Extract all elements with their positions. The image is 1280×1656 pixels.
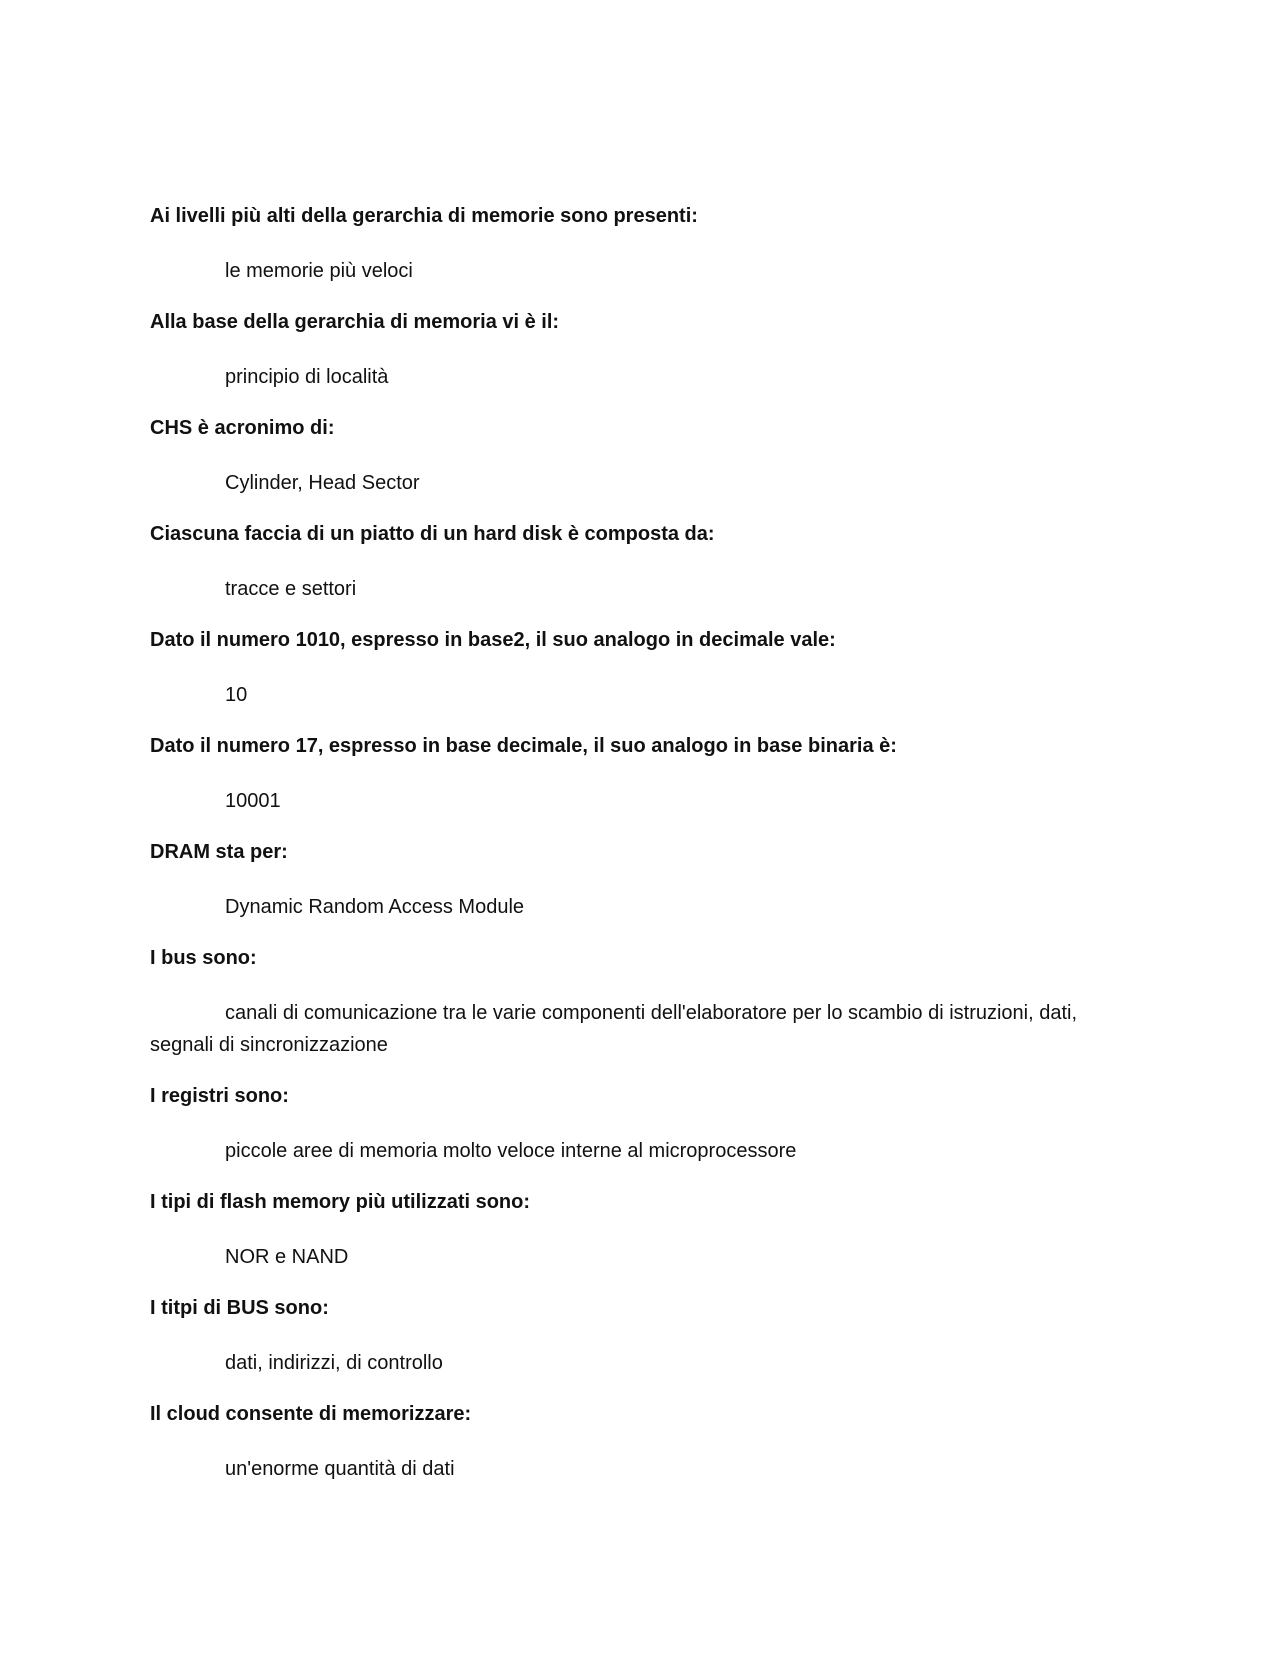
answer-text: canali di comunicazione tra le varie componenti dell'elaboratore per lo scambio di istruzioni, dati, segnali di sincronizzazione: [150, 1002, 1078, 1056]
qa-item: [150, 308, 1095, 393]
answer-text: dati, indirizzi, di controllo: [225, 1352, 443, 1374]
qa-item: [150, 732, 1095, 817]
question-text: Dato il numero 17, espresso in base decimale, il suo analogo in base binaria è:: [150, 735, 897, 757]
qa-item: [150, 838, 1095, 923]
qa-item: [150, 1188, 1095, 1273]
answer-text: principio di località: [225, 366, 389, 388]
answer-text: piccole aree di memoria molto veloce interne al microprocessore: [225, 1140, 797, 1162]
question-text: I tipi di flash memory più utilizzati sono:: [150, 1191, 531, 1213]
qa-item: [150, 944, 1095, 1061]
question-text: Il cloud consente di memorizzare:: [150, 1403, 472, 1425]
qa-item: [150, 1082, 1095, 1167]
answer-text: tracce e settori: [225, 578, 357, 600]
answer-text: 10001: [225, 790, 281, 812]
qa-item: [150, 1400, 1095, 1485]
answer-text: NOR e NAND: [225, 1246, 349, 1268]
question-text: CHS è acronimo di:: [150, 417, 335, 439]
question-text: Ai livelli più alti della gerarchia di memorie sono presenti:: [150, 205, 698, 227]
qa-item: [150, 1294, 1095, 1379]
question-text: Dato il numero 1010, espresso in base2, il suo analogo in decimale vale:: [150, 629, 836, 651]
qa-item: [150, 202, 1095, 287]
question-text: I titpi di BUS sono:: [150, 1297, 329, 1319]
qa-list: [150, 202, 1095, 1506]
answer-text: un'enorme quantità di dati: [225, 1458, 455, 1480]
question-text: DRAM sta per:: [150, 841, 288, 863]
question-text: Alla base della gerarchia di memoria vi è il:: [150, 311, 560, 333]
answer-text: Cylinder, Head Sector: [225, 472, 420, 494]
answer-text: 10: [225, 684, 248, 706]
question-text: Ciascuna faccia di un piatto di un hard disk è composta da:: [150, 523, 715, 545]
answer-text: le memorie più veloci: [225, 260, 413, 282]
qa-item: [150, 520, 1095, 605]
question-text: I bus sono:: [150, 947, 257, 969]
qa-item: [150, 626, 1095, 711]
qa-item: [150, 414, 1095, 499]
answer-text: Dynamic Random Access Module: [225, 896, 525, 918]
question-text: I registri sono:: [150, 1085, 289, 1107]
